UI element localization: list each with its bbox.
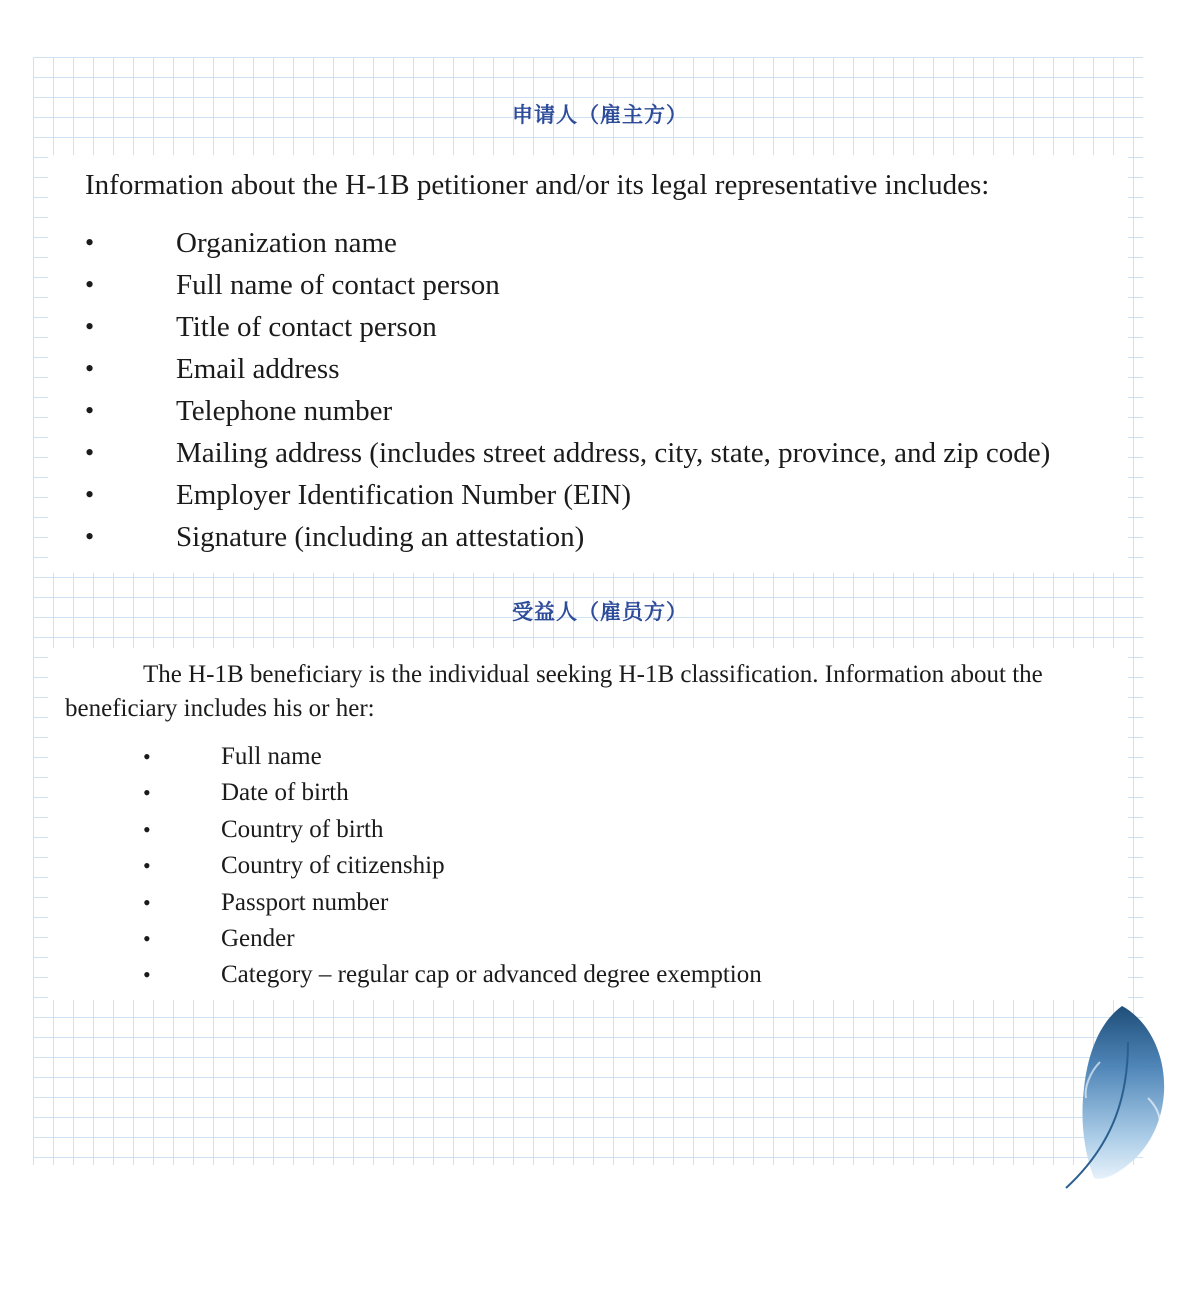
list-item-text: Country of birth <box>221 815 384 843</box>
list-item-text: Organization name <box>176 227 397 259</box>
bullet-icon: • <box>85 312 95 341</box>
bullet-icon: • <box>143 816 151 842</box>
list-item-text: Telephone number <box>176 395 393 427</box>
list-item-text: Employer Identification Number (EIN) <box>176 479 631 511</box>
bullet-icon: • <box>85 396 95 425</box>
list-item-text: Full name of contact person <box>176 269 500 301</box>
bullet-icon: • <box>85 228 95 257</box>
list-item-text: Email address <box>176 353 340 385</box>
list-item-text: Signature (including an attestation) <box>176 521 585 553</box>
list-item-text: Category – regular cap or advanced degree exemption <box>221 961 762 989</box>
beneficiary-document-excerpt <box>48 648 1128 1000</box>
list-item-text: Gender <box>221 924 295 952</box>
bullet-icon: • <box>143 780 151 806</box>
list-item-text: Mailing address (includes street address, city, state, province, and zip code) <box>176 437 1051 469</box>
bullet-icon: • <box>143 853 151 879</box>
list-item-text: Country of citizenship <box>221 852 445 880</box>
list-item-text: Date of birth <box>221 779 349 807</box>
bullet-icon: • <box>143 889 151 915</box>
petitioner-heading: 申请人（雇主方） <box>512 103 688 127</box>
list-item-text: Full name <box>221 743 322 770</box>
list-item-text: Passport number <box>221 888 389 916</box>
feather-icon <box>1060 1002 1170 1192</box>
beneficiary-heading: 受益人（雇员方） <box>512 600 688 624</box>
bullet-icon: • <box>85 480 95 509</box>
bullet-icon: • <box>85 270 95 299</box>
bullet-icon: • <box>85 522 95 551</box>
bullet-icon: • <box>85 438 95 467</box>
bullet-icon: • <box>143 925 151 951</box>
bullet-icon: • <box>143 744 151 769</box>
list-item-text: Title of contact person <box>176 311 437 343</box>
petitioner-document-excerpt <box>48 155 1128 573</box>
petitioner-intro-text: Information about the H-1B petitioner and/or its legal representative includes: <box>85 169 990 201</box>
beneficiary-intro-text: The H-1B beneficiary is the individual seeking H-1B classification. Information about the beneficiary includes his or her: <box>65 661 1043 722</box>
bullet-icon: • <box>85 354 95 383</box>
bullet-icon: • <box>143 962 151 988</box>
